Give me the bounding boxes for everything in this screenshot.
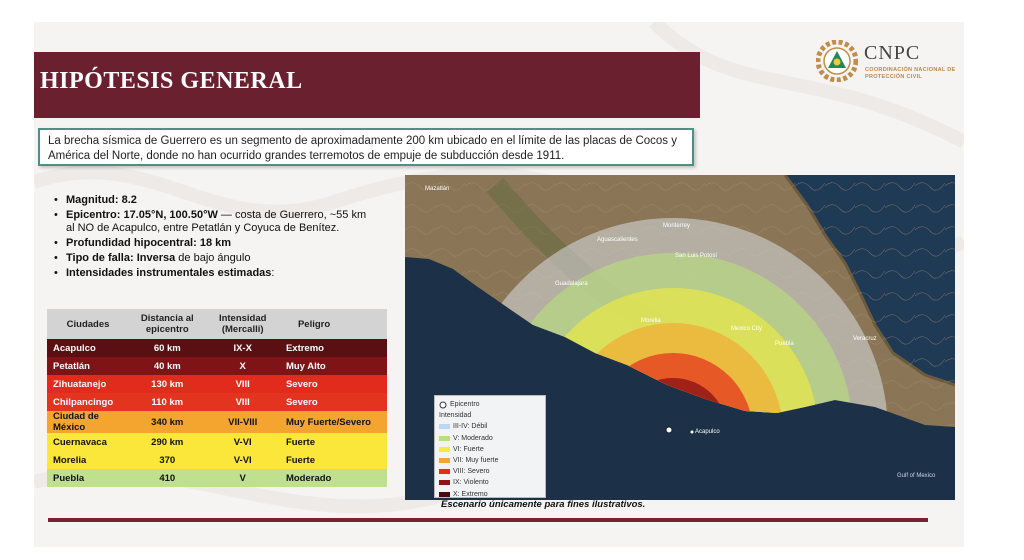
map-legend (434, 395, 546, 498)
danger-cell: Severo (285, 378, 318, 390)
intensity-cell: VIII (235, 396, 250, 408)
distance-cell: 410 (159, 472, 176, 484)
magnitude-text: Magnitud: 8.2 (66, 194, 137, 206)
map-label-aguascalientes: Aguascalientes (597, 237, 638, 243)
map-caption: Escenario únicamente para fines ilustrativos. (441, 499, 646, 510)
fault-label: Tipo de falla (66, 252, 130, 264)
epicenter-icon (439, 401, 447, 409)
intensity-cell: IX-X (233, 342, 252, 354)
danger-cell: Extremo (285, 342, 324, 354)
legend-items (439, 421, 541, 499)
legend-epicenter-label: Epicentro (450, 401, 480, 409)
logo-subtitle: COORDINACIÓN NACIONAL DE PROTECCIÓN CIVIL (865, 67, 956, 80)
legend-item (439, 489, 541, 500)
header-intensity: Intensidad (Mercalli) (205, 309, 280, 339)
danger-cell: Fuerte (285, 436, 315, 448)
cnpc-emblem-icon (816, 40, 858, 82)
map-label-monterrey: Monterrey (663, 223, 691, 229)
legend-swatch (439, 469, 450, 474)
distance-cell: 60 km (153, 342, 181, 354)
danger-cell: Fuerte (285, 454, 315, 466)
intensity-cell: VIII (235, 378, 250, 390)
distance-cell: 370 (159, 454, 176, 466)
epicenter-point (666, 427, 672, 433)
city-cell: Ciudad de México (53, 411, 99, 433)
table-row (47, 357, 387, 375)
bottom-rule (48, 518, 928, 522)
city-cell: Acapulco (53, 342, 96, 354)
city-cell: Zihuatanejo (53, 378, 107, 390)
acapulco-point (691, 431, 694, 434)
distance-cell: 340 km (151, 416, 184, 428)
bullet-fault (52, 252, 372, 265)
city-cell: Petatlán (53, 360, 90, 372)
legend-item (439, 433, 541, 444)
epicenter-label: Epicentro: 17.05°N, 100.50°W (66, 209, 218, 221)
distance-cell: 40 km (153, 360, 181, 372)
legend-label: X: Extremo (453, 490, 488, 498)
description-box: La brecha sísmica de Guerrero es un segmento de aproximadamente 200 km ubicado en el límite de las placas de Cocos y América del Norte, donde no han ocurrido grandes terremotos de empuje de subducción desde 1911. (38, 128, 694, 166)
table-row (47, 375, 387, 393)
distance-cell: 130 km (151, 378, 184, 390)
bullet-epicenter (52, 209, 372, 235)
legend-item (439, 455, 541, 466)
fault-detail: de bajo ángulo (175, 252, 251, 264)
bullet-depth (52, 237, 372, 250)
header-danger: Peligro (280, 309, 387, 339)
legend-item (439, 477, 541, 488)
city-cell: Chilpancingo (53, 396, 114, 408)
map-label-morelia: Morelia (641, 318, 661, 324)
map-label-san-luis-potosi: San Luis Potosí (675, 253, 718, 259)
legend-label: VII: Muy fuerte (453, 457, 499, 465)
intensity-cell: VII-VIII (228, 416, 258, 428)
legend-swatch (439, 436, 450, 441)
danger-cell: Severo (285, 396, 318, 408)
legend-label: III-IV: Débil (453, 423, 488, 431)
intensity-colon: : (271, 267, 275, 279)
slide (34, 22, 964, 547)
table-body (47, 339, 387, 487)
legend-swatch (439, 480, 450, 485)
map-label-veracruz: Veracruz (853, 336, 877, 342)
map-label-mazatlan: Mazatlán (425, 186, 450, 192)
epicenter-detail: — costa de Guerrero, ~55 km al NO de Acapulco, entre Petatlán y Coyuca de Benítez. (66, 209, 367, 234)
legend-label: VIII: Severo (453, 468, 490, 476)
map-label-gulf: Gulf of Mexico (897, 473, 936, 479)
fault-value: : Inversa (129, 252, 176, 264)
logo-name: CNPC (864, 42, 921, 64)
city-cell: Puebla (53, 472, 85, 484)
map-label-guadalajara: Guadalajara (555, 281, 588, 287)
table-row (47, 339, 387, 357)
map-label-acapulco: Acapulco (695, 429, 720, 435)
legend-label: V: Moderado (453, 434, 493, 442)
danger-cell: Muy Alto (285, 360, 326, 372)
bullet-intensities (52, 267, 372, 280)
parameters-list (52, 194, 372, 282)
cnpc-logo (816, 40, 964, 86)
danger-cell: Moderado (285, 472, 332, 484)
header-distance: Distancia al epicentro (129, 309, 205, 339)
legend-epicenter (439, 399, 541, 410)
slide-title: HIPÓTESIS GENERAL (40, 68, 303, 94)
legend-swatch (439, 424, 450, 429)
table-header-row (47, 309, 387, 339)
intensity-cell: X (239, 360, 246, 372)
table-row (47, 451, 387, 469)
legend-item (439, 444, 541, 455)
intensity-label: Intensidades instrumentales estimadas (66, 267, 272, 279)
legend-item (439, 421, 541, 432)
table-row (47, 393, 387, 411)
legend-swatch (439, 492, 450, 497)
legend-label: VI: Fuerte (453, 445, 484, 453)
distance-cell: 290 km (151, 436, 184, 448)
city-cell: Cuernavaca (53, 436, 107, 448)
legend-heading: Intensidad (439, 412, 472, 420)
table-row (47, 469, 387, 487)
map-label-mexico-city: Mexico City (731, 326, 763, 332)
legend-swatch (439, 447, 450, 452)
table-row (47, 433, 387, 451)
intensity-table (47, 309, 387, 487)
header-cities: Ciudades (47, 309, 129, 339)
legend-label: IX: Violento (453, 479, 489, 487)
intensity-cell: V (239, 472, 246, 484)
city-cell: Morelia (53, 454, 87, 466)
legend-swatch (439, 458, 450, 463)
table-row (47, 411, 387, 433)
legend-item (439, 466, 541, 477)
depth-text: Profundidad hipocentral: 18 km (66, 237, 232, 249)
bullet-magnitude (52, 194, 372, 207)
distance-cell: 110 km (151, 396, 184, 408)
danger-cell: Muy Fuerte/Severo (285, 416, 371, 428)
intensity-cell: V-VI (233, 436, 252, 448)
map-label-puebla: Puebla (775, 341, 794, 347)
intensity-cell: V-VI (233, 454, 252, 466)
